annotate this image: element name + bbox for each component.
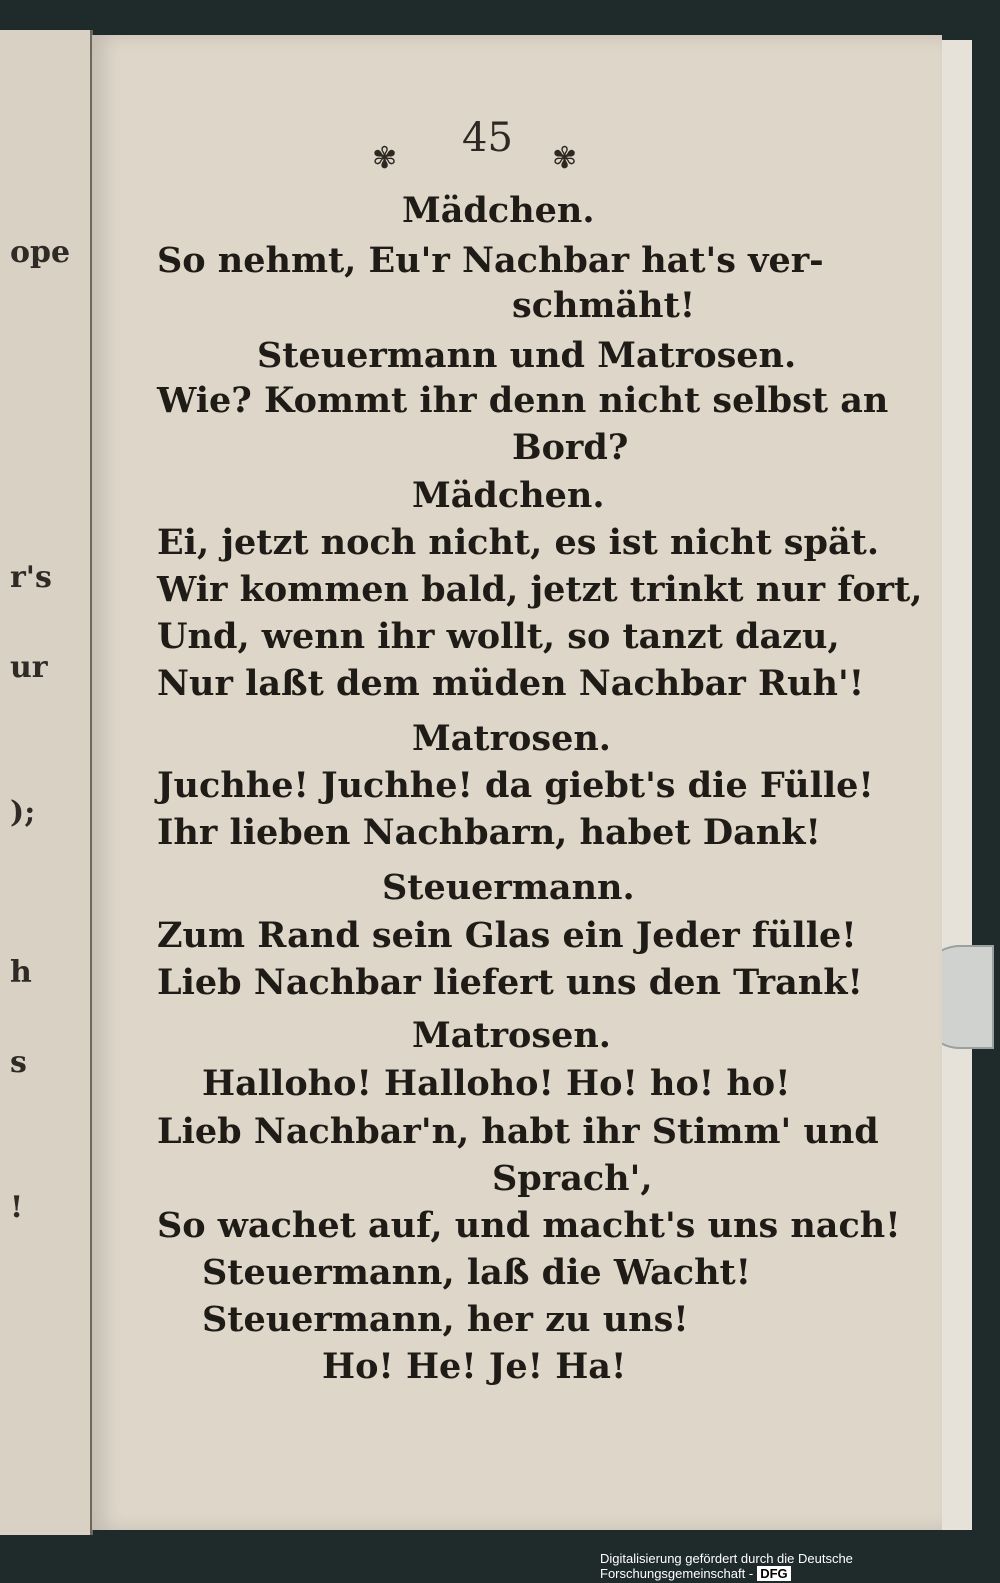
left-fragment: ! xyxy=(10,1190,24,1225)
digitization-credit xyxy=(600,1551,1000,1581)
left-fragment: ope xyxy=(10,235,71,270)
verse-line: Ei, jetzt noch nicht, es ist nicht spät. xyxy=(157,522,880,563)
speaker-label: Mädchen. xyxy=(402,190,595,231)
verse-line: Lieb Nachbar liefert uns den Trank! xyxy=(157,962,863,1003)
book-page xyxy=(92,35,942,1530)
speaker-label: Steuermann. xyxy=(382,867,635,908)
verse-line: Nur laßt dem müden Nachbar Ruh'! xyxy=(157,663,865,704)
verse-line: Ihr lieben Nachbarn, habet Dank! xyxy=(157,812,821,853)
left-fragment: h xyxy=(10,955,32,990)
verse-line: So wachet auf, und macht's uns nach! xyxy=(157,1205,901,1246)
verse-line: Bord? xyxy=(512,427,629,468)
verse-line: So nehmt, Eu'r Nachbar hat's ver- xyxy=(157,240,824,281)
left-page xyxy=(0,30,93,1535)
verse-line: Wie? Kommt ihr denn nicht selbst an xyxy=(157,380,889,421)
verse-line: Wir kommen bald, jetzt trinkt nur fort, xyxy=(157,569,923,610)
left-fragment: ); xyxy=(10,795,36,830)
verse-line: Halloho! Halloho! Ho! ho! ho! xyxy=(202,1063,791,1104)
verse-line: Steuermann, laß die Wacht! xyxy=(202,1252,752,1293)
left-fragment: s xyxy=(10,1045,27,1080)
left-fragment: r's xyxy=(10,560,52,595)
verse-line: Sprach', xyxy=(492,1158,653,1199)
left-fragment: ur xyxy=(10,650,48,685)
verse-line: Und, wenn ihr wollt, so tanzt dazu, xyxy=(157,616,840,657)
ornament-icon: ✾ xyxy=(552,141,578,176)
ornament-icon: ✾ xyxy=(372,141,398,176)
verse-line: Zum Rand sein Glas ein Jeder fülle! xyxy=(157,915,857,956)
verse-line: Steuermann, her zu uns! xyxy=(202,1299,689,1340)
speaker-label: Matrosen. xyxy=(412,1015,611,1056)
verse-line: schmäht! xyxy=(512,285,696,326)
speaker-label: Mädchen. xyxy=(412,475,605,516)
verse-line: Lieb Nachbar'n, habt ihr Stimm' und xyxy=(157,1111,879,1152)
page-number: 45 xyxy=(462,115,513,161)
page-edge xyxy=(940,40,972,1530)
speaker-label: Steuermann und Matrosen. xyxy=(257,335,797,376)
verse-line: Juchhe! Juchhe! da giebt's die Fülle! xyxy=(157,765,874,806)
speaker-label: Matrosen. xyxy=(412,718,611,759)
dfg-logo: DFG xyxy=(757,1566,790,1581)
verse-line: Ho! He! Je! Ha! xyxy=(322,1346,627,1387)
credit-text: Digitalisierung gefördert durch die Deutsche Forschungsgemeinschaft - xyxy=(600,1551,853,1581)
